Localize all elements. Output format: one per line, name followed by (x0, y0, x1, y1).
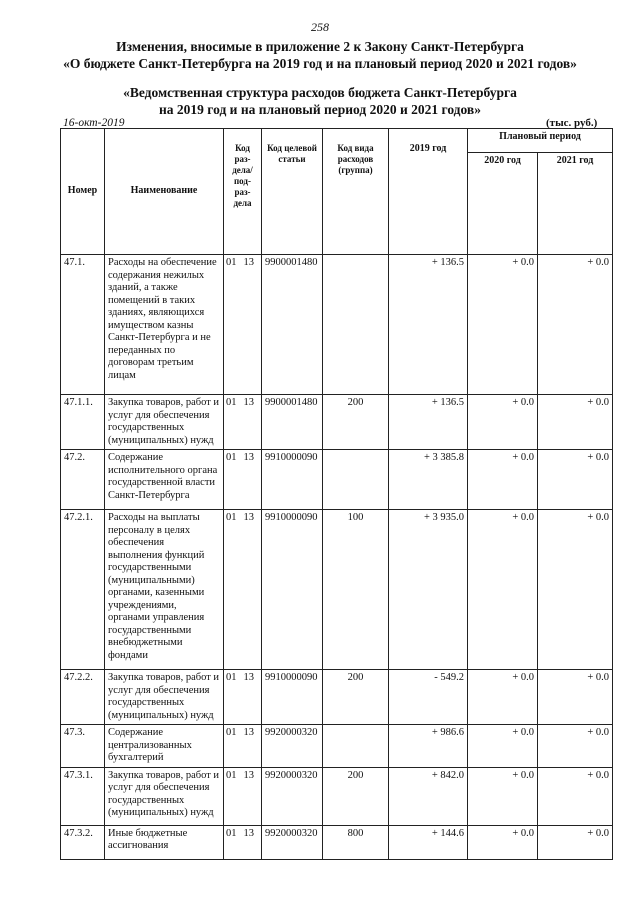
header-2021: 2021 год (538, 153, 613, 255)
page-number: 258 (311, 20, 329, 34)
row-name: Закупка товаров, работ и услуг для обеспечения государственных (муниципальных) нужд (105, 767, 224, 825)
row-rz: 01 (226, 512, 237, 523)
row-2019: + 986.6 (389, 725, 468, 768)
row-number: 47.3.1. (61, 767, 105, 825)
row-celevaya: 9910000090 (262, 510, 323, 670)
row-name: Закупка товаров, работ и услуг для обеспечения государственных (муниципальных) нужд (105, 395, 224, 450)
row-2021: + 0.0 (538, 450, 613, 510)
row-name: Содержание исполнительного органа государственной власти Санкт-Петербурга (105, 450, 224, 510)
row-razdel (224, 725, 262, 768)
document-subtitle (0, 84, 640, 118)
row-celevaya: 9900001480 (262, 255, 323, 395)
header-celevaya: Код целевой статьи (262, 129, 323, 255)
header-name: Наименование (105, 129, 224, 255)
table-row (61, 450, 613, 510)
row-2020: + 0.0 (468, 510, 538, 670)
row-rz: 01 (226, 769, 237, 781)
row-2020: + 0.0 (468, 767, 538, 825)
row-rz: 01 (226, 672, 237, 683)
row-rz: 01 (226, 727, 237, 738)
table-row (61, 725, 613, 768)
row-2020: + 0.0 (468, 255, 538, 395)
subtitle-line-1: «Ведомственная структура расходов бюджета Санкт-Петербурга (123, 85, 517, 100)
header-2019: 2019 год (389, 129, 468, 255)
row-2021: + 0.0 (538, 670, 613, 725)
row-2020: + 0.0 (468, 395, 538, 450)
row-celevaya: 9910000090 (262, 450, 323, 510)
row-name: Иные бюджетные ассигнования (105, 825, 224, 859)
row-rz: 01 (226, 257, 237, 268)
row-2021: + 0.0 (538, 725, 613, 768)
row-celevaya: 9910000090 (262, 670, 323, 725)
row-razdel (224, 767, 262, 825)
row-2020: + 0.0 (468, 825, 538, 859)
row-razdel (224, 510, 262, 670)
row-celevaya: 9900001480 (262, 395, 323, 450)
row-number: 47.1. (61, 255, 105, 395)
document-title (0, 38, 640, 72)
header-vid: Код вида расходов (группа) (323, 129, 389, 255)
row-vid: 200 (323, 670, 389, 725)
row-number: 47.1.1. (61, 395, 105, 450)
row-prz: 13 (243, 257, 254, 268)
row-2019: + 3 935.0 (389, 510, 468, 670)
row-number: 47.3. (61, 725, 105, 768)
title-line-1: Изменения, вносимые в приложение 2 к Закону Санкт-Петербурга (116, 39, 524, 54)
row-razdel (224, 255, 262, 395)
header-planned: Плановый период (468, 129, 613, 153)
row-vid: 100 (323, 510, 389, 670)
row-2019: - 549.2 (389, 670, 468, 725)
table-row (61, 767, 613, 825)
row-celevaya: 9920000320 (262, 725, 323, 768)
row-name: Содержание централизованных бухгалтерий (105, 725, 224, 768)
row-name: Расходы на выплаты персоналу в целях обеспечения выполнения функций государственными (муниципальными) органами, казенными учреждениями, органами управления государственными внебюджетными фондами (105, 510, 224, 670)
row-2021: + 0.0 (538, 255, 613, 395)
row-vid: 200 (323, 395, 389, 450)
row-prz: 13 (243, 827, 254, 839)
row-2021: + 0.0 (538, 767, 613, 825)
header-nomer: Номер (61, 129, 105, 255)
row-celevaya: 9920000320 (262, 767, 323, 825)
header-razdel: Код раз- дела/ под- раз- дела (224, 129, 262, 255)
title-line-2: «О бюджете Санкт-Петербурга на 2019 год и на плановый период 2020 и 2021 годов» (63, 56, 577, 71)
row-2019: + 144.6 (389, 825, 468, 859)
row-razdel (224, 395, 262, 450)
row-rz: 01 (226, 397, 237, 408)
row-2019: + 3 385.8 (389, 450, 468, 510)
row-prz: 13 (243, 452, 254, 463)
row-2019: + 842.0 (389, 767, 468, 825)
row-number: 47.2. (61, 450, 105, 510)
row-razdel (224, 450, 262, 510)
row-number: 47.3.2. (61, 825, 105, 859)
table-row (61, 670, 613, 725)
row-2019: + 136.5 (389, 395, 468, 450)
row-razdel (224, 825, 262, 859)
header-2020: 2020 год (468, 153, 538, 255)
row-rz: 01 (226, 452, 237, 463)
row-prz: 13 (243, 397, 254, 408)
document-date: 16-окт-2019 (63, 117, 125, 129)
table-row (61, 825, 613, 859)
units-label: (тыс. руб.) (546, 117, 598, 129)
row-vid: 200 (323, 767, 389, 825)
row-prz: 13 (243, 727, 254, 738)
row-prz: 13 (243, 769, 254, 781)
row-vid: 800 (323, 825, 389, 859)
row-vid (323, 725, 389, 768)
row-razdel (224, 670, 262, 725)
row-celevaya: 9920000320 (262, 825, 323, 859)
row-prz: 13 (243, 672, 254, 683)
row-2020: + 0.0 (468, 670, 538, 725)
row-2021: + 0.0 (538, 825, 613, 859)
row-name: Закупка товаров, работ и услуг для обеспечения государственных (муниципальных) нужд (105, 670, 224, 725)
row-vid (323, 255, 389, 395)
row-rz: 01 (226, 827, 237, 839)
table-row (61, 510, 613, 670)
row-prz: 13 (243, 512, 254, 523)
budget-table (60, 128, 613, 860)
row-name: Расходы на обеспечение содержания нежилых зданий, а также помещений в таких зданиях, являющихся имуществом казны Санкт-Петербурга и не переданных по договорам третьим лицам (105, 255, 224, 395)
row-number: 47.2.2. (61, 670, 105, 725)
table-row (61, 395, 613, 450)
row-2021: + 0.0 (538, 510, 613, 670)
row-2020: + 0.0 (468, 725, 538, 768)
row-vid (323, 450, 389, 510)
table-row (61, 255, 613, 395)
row-2020: + 0.0 (468, 450, 538, 510)
row-2021: + 0.0 (538, 395, 613, 450)
row-2019: + 136.5 (389, 255, 468, 395)
row-number: 47.2.1. (61, 510, 105, 670)
subtitle-line-2: на 2019 год и на плановый период 2020 и 2021 годов» (159, 102, 481, 117)
